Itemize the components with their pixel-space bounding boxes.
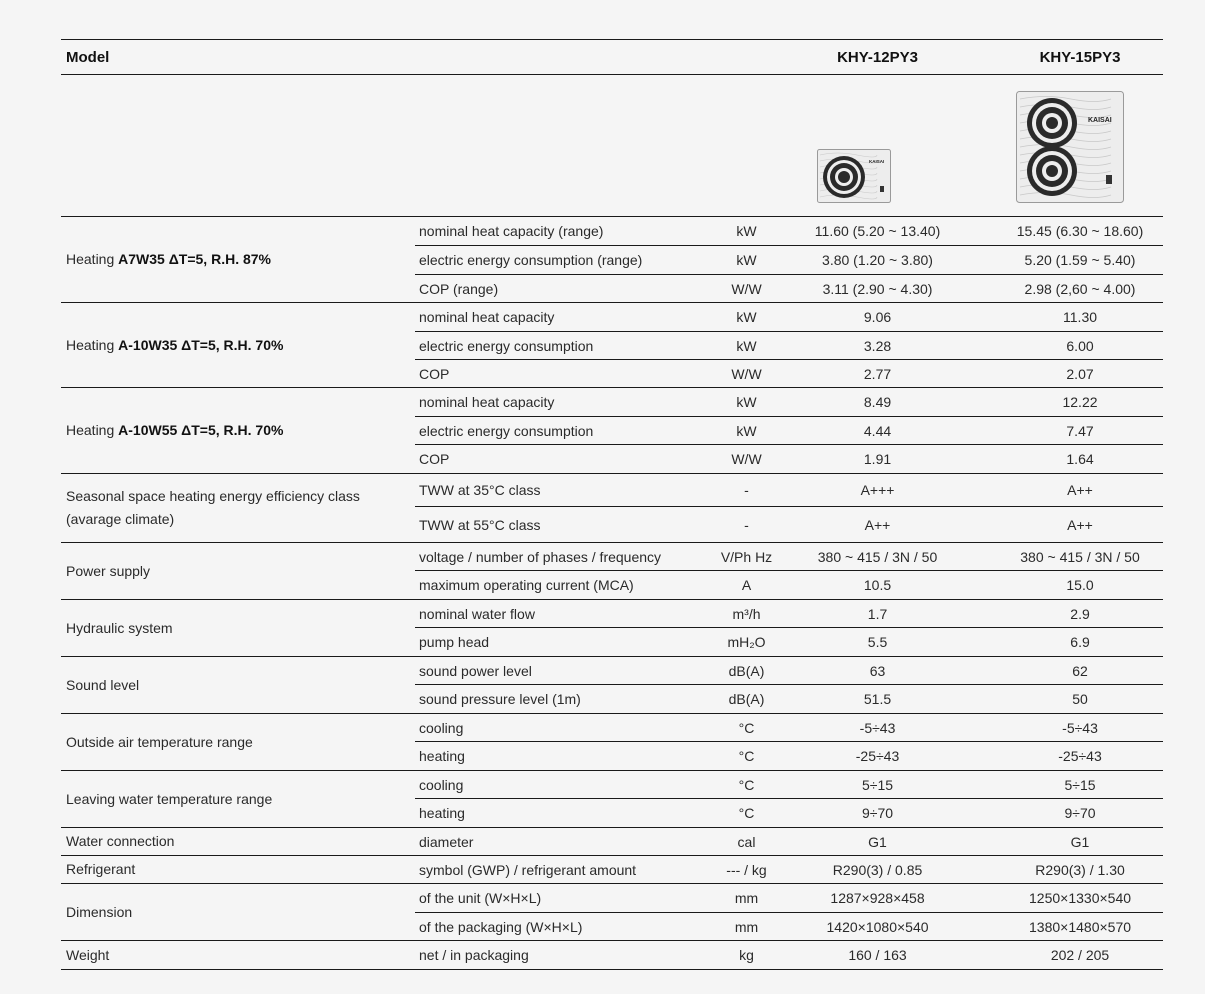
model-2-value: 2.07 — [983, 360, 1163, 388]
model-2-value: 380 ~ 415 / 3N / 50 — [983, 543, 1163, 571]
table-row — [61, 714, 1163, 742]
unit-cell: - — [709, 474, 784, 507]
model-2-value: 7.47 — [983, 417, 1163, 445]
model-1-value: 4.44 — [784, 417, 983, 445]
row-group-label — [61, 941, 415, 970]
model-1-value: -25÷43 — [784, 742, 983, 771]
model-2-value: -5÷43 — [983, 714, 1163, 742]
parameter-cell: cooling — [415, 714, 709, 742]
model-2-value: 5.20 (1.59 ~ 5.40) — [983, 246, 1163, 275]
model-1-value: 2.77 — [784, 360, 983, 388]
outdoor-unit-small-icon — [817, 149, 891, 203]
unit-cell: kW — [709, 303, 784, 332]
model-1-value: R290(3) / 0.85 — [784, 856, 983, 884]
outdoor-unit-large-icon — [1016, 91, 1124, 203]
parameter-cell: nominal heat capacity (range) — [415, 217, 709, 246]
product-image-cell-2 — [983, 75, 1163, 217]
row-group-label — [61, 856, 415, 884]
unit-cell: cal — [709, 828, 784, 856]
parameter-cell: net / in packaging — [415, 941, 709, 970]
model-2-value: 11.30 — [983, 303, 1163, 332]
row-group-label — [61, 771, 415, 828]
unit-cell: A — [709, 571, 784, 600]
model-2-value: 6.9 — [983, 628, 1163, 657]
parameter-cell: nominal heat capacity — [415, 388, 709, 417]
model-2-value: 1.64 — [983, 445, 1163, 474]
model-1-value: 11.60 (5.20 ~ 13.40) — [784, 217, 983, 246]
model-2-value: A++ — [983, 507, 1163, 543]
model-2-value: 2.98 (2,60 ~ 4.00) — [983, 275, 1163, 303]
unit-cell: mH₂O — [709, 628, 784, 657]
parameter-cell: sound pressure level (1m) — [415, 685, 709, 714]
parameter-cell: sound power level — [415, 657, 709, 685]
unit-cell: kW — [709, 246, 784, 275]
unit-cell: mm — [709, 913, 784, 941]
model-1-value: 380 ~ 415 / 3N / 50 — [784, 543, 983, 571]
row-group-label-text: Dimension — [66, 903, 133, 920]
parameter-cell: symbol (GWP) / refrigerant amount — [415, 856, 709, 884]
parameter-cell: electric energy consumption — [415, 332, 709, 360]
unit-cell: W/W — [709, 445, 784, 474]
table-row — [61, 828, 1163, 856]
model-1-value: 160 / 163 — [784, 941, 983, 970]
model-1-value: 1420×1080×540 — [784, 913, 983, 941]
model-1-value: A+++ — [784, 474, 983, 507]
svg-text:KAISAI: KAISAI — [1088, 117, 1112, 124]
unit-cell: kW — [709, 417, 784, 445]
unit-cell: - — [709, 507, 784, 543]
row-group-label-text: Power supply — [66, 562, 151, 579]
row-group-label-text: Heating — [66, 336, 119, 353]
unit-cell: °C — [709, 714, 784, 742]
unit-cell: dB(A) — [709, 657, 784, 685]
model-1-value: 3.80 (1.20 ~ 3.80) — [784, 246, 983, 275]
model-2-value: G1 — [983, 828, 1163, 856]
table-row — [61, 771, 1163, 799]
parameter-cell: TWW at 55°C class — [415, 507, 709, 543]
parameter-cell: electric energy consumption (range) — [415, 246, 709, 275]
model-1-value: 8.49 — [784, 388, 983, 417]
unit-cell: m³/h — [709, 600, 784, 628]
row-group-label-text: Outside air temperature range — [66, 733, 253, 750]
row-group-label-text: Heating — [66, 422, 119, 438]
model-header-label: Model — [61, 40, 784, 75]
parameter-cell: COP (range) — [415, 275, 709, 303]
row-group-label-text: Sound level — [66, 676, 140, 693]
row-group-label — [61, 828, 415, 856]
parameter-cell: of the packaging (W×H×L) — [415, 913, 709, 941]
model-2-value: 5÷15 — [983, 771, 1163, 799]
parameter-cell: pump head — [415, 628, 709, 657]
model-1-value: A++ — [784, 507, 983, 543]
parameter-cell: maximum operating current (MCA) — [415, 571, 709, 600]
model-2-value: A++ — [983, 474, 1163, 507]
unit-cell: W/W — [709, 275, 784, 303]
row-group-label — [61, 600, 415, 657]
model-1-value: 9.06 — [784, 303, 983, 332]
row-group-label-text: Heating — [66, 251, 119, 267]
row-group-label-text: Hydraulic system — [66, 619, 173, 636]
row-group-label — [61, 388, 415, 474]
row-group-label — [61, 303, 415, 388]
unit-cell: W/W — [709, 360, 784, 388]
table-row — [61, 600, 1163, 628]
unit-cell: kW — [709, 217, 784, 246]
row-group-label-text: Refrigerant — [66, 861, 136, 877]
model-1-value: 5.5 — [784, 628, 983, 657]
row-group-condition: A7W35 ΔT=5, R.H. 87% — [118, 251, 271, 267]
table-row — [61, 856, 1163, 884]
product-image-cell-1 — [784, 75, 983, 217]
model-name-2: KHY-15PY3 — [983, 40, 1163, 75]
model-1-value: 5÷15 — [784, 771, 983, 799]
row-group-label — [61, 474, 415, 543]
unit-cell: °C — [709, 799, 784, 828]
row-group-label — [61, 714, 415, 771]
model-1-value: 1.91 — [784, 445, 983, 474]
row-group-label — [61, 884, 415, 941]
unit-cell: --- / kg — [709, 856, 784, 884]
model-1-value: 3.11 (2.90 ~ 4.30) — [784, 275, 983, 303]
model-1-value: 1287×928×458 — [784, 884, 983, 913]
model-1-value: G1 — [784, 828, 983, 856]
table-row — [61, 657, 1163, 685]
model-2-value: -25÷43 — [983, 742, 1163, 771]
parameter-cell: COP — [415, 360, 709, 388]
model-2-value: 9÷70 — [983, 799, 1163, 828]
parameter-cell: COP — [415, 445, 709, 474]
model-2-value: 12.22 — [983, 388, 1163, 417]
table-row — [61, 303, 1163, 332]
parameter-cell: cooling — [415, 771, 709, 799]
spec-body — [61, 217, 1163, 970]
model-2-value: 1250×1330×540 — [983, 884, 1163, 913]
model-1-value: 1.7 — [784, 600, 983, 628]
spec-table — [61, 39, 1163, 970]
model-1-value: 63 — [784, 657, 983, 685]
parameter-cell: diameter — [415, 828, 709, 856]
parameter-cell: heating — [415, 799, 709, 828]
table-row — [61, 543, 1163, 571]
model-1-value: 51.5 — [784, 685, 983, 714]
row-group-label-text: Leaving water temperature range — [66, 790, 273, 807]
model-2-value: 15.0 — [983, 571, 1163, 600]
model-2-value: 2.9 — [983, 600, 1163, 628]
unit-cell: kW — [709, 332, 784, 360]
model-1-value: 10.5 — [784, 571, 983, 600]
table-row — [61, 941, 1163, 970]
row-group-label-text: Water connection — [66, 833, 175, 849]
model-1-value: -5÷43 — [784, 714, 983, 742]
row-group-condition: A-10W55 ΔT=5, R.H. 70% — [118, 422, 284, 438]
svg-text:KAISAI: KAISAI — [869, 159, 885, 164]
unit-cell: kW — [709, 388, 784, 417]
row-group-condition: A-10W35 ΔT=5, R.H. 70% — [118, 336, 284, 353]
table-row — [61, 474, 1163, 507]
unit-cell: V/Ph Hz — [709, 543, 784, 571]
parameter-cell: heating — [415, 742, 709, 771]
table-row — [61, 217, 1163, 246]
row-group-label — [61, 657, 415, 714]
row-group-label — [61, 543, 415, 600]
parameter-cell: nominal heat capacity — [415, 303, 709, 332]
table-row — [61, 388, 1163, 417]
model-2-value: 50 — [983, 685, 1163, 714]
model-2-value: R290(3) / 1.30 — [983, 856, 1163, 884]
product-image-row — [61, 75, 1163, 217]
row-group-label-text: Seasonal space heating energy efficiency class (avarage climate) — [66, 488, 360, 527]
parameter-cell: voltage / number of phases / frequency — [415, 543, 709, 571]
parameter-cell: of the unit (W×H×L) — [415, 884, 709, 913]
model-2-value: 202 / 205 — [983, 941, 1163, 970]
table-row — [61, 884, 1163, 913]
header-row — [61, 40, 1163, 75]
model-2-value: 1380×1480×570 — [983, 913, 1163, 941]
row-group-label — [61, 217, 415, 303]
unit-cell: °C — [709, 742, 784, 771]
parameter-cell: nominal water flow — [415, 600, 709, 628]
model-1-value: 3.28 — [784, 332, 983, 360]
parameter-cell: TWW at 35°C class — [415, 474, 709, 507]
unit-cell: dB(A) — [709, 685, 784, 714]
row-group-label-text: Weight — [66, 946, 110, 963]
model-2-value: 15.45 (6.30 ~ 18.60) — [983, 217, 1163, 246]
model-1-value: 9÷70 — [784, 799, 983, 828]
unit-cell: °C — [709, 771, 784, 799]
model-2-value: 6.00 — [983, 332, 1163, 360]
unit-cell: kg — [709, 941, 784, 970]
model-name-1: KHY-12PY3 — [784, 40, 983, 75]
parameter-cell: electric energy consumption — [415, 417, 709, 445]
unit-cell: mm — [709, 884, 784, 913]
model-2-value: 62 — [983, 657, 1163, 685]
